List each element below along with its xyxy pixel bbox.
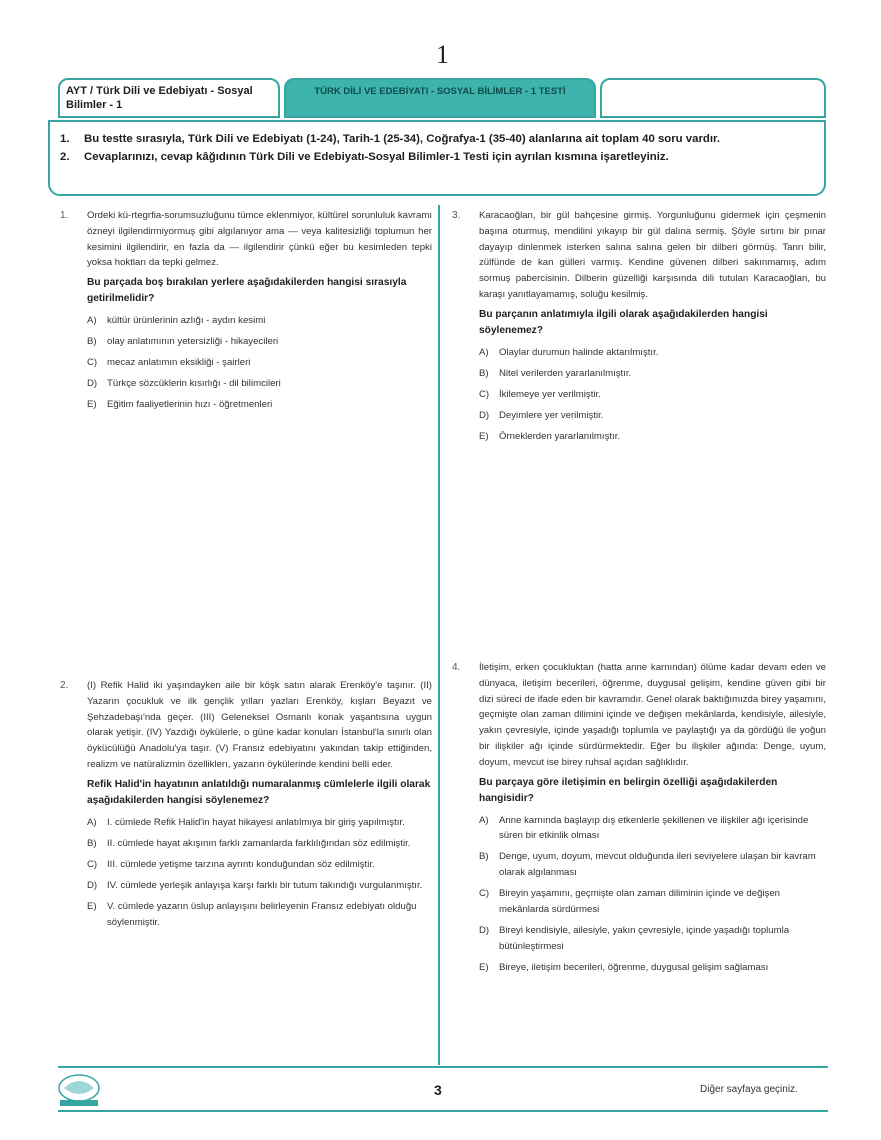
option-text: IV. cümlede yerleşik anlayışa karşı farklı bir tutum takındığı vurgulanmıştır. (107, 879, 423, 891)
option-letter: C) (479, 388, 490, 400)
question-4 (452, 660, 826, 981)
options-list (87, 815, 432, 931)
options-list (87, 313, 432, 413)
header-empty-box (600, 78, 826, 118)
option-text: I. cümlede Refik Halid'in hayat hikayesi anlatılmıya bir giriş yapılmıştır. (107, 816, 405, 828)
question-stem: Bu parçaya göre iletişimin en belirgin özelliği aşağıdakilerden hangisidir? (479, 776, 778, 804)
publisher-logo (50, 1070, 108, 1108)
question-1 (60, 208, 432, 418)
option-letter: A) (87, 816, 97, 828)
option-c[interactable] (87, 355, 432, 371)
question-number: 3. (452, 210, 461, 221)
option-letter: B) (87, 336, 97, 348)
option-a[interactable] (479, 345, 826, 361)
question-stem: Refik Halid'in hayatının anlatıldığı numaralanmış cümlelerle ilgili olarak aşağıdakilerden hangisi söylenemez? (87, 778, 431, 806)
question-passage: (I) Refik Halid iki yaşındayken aile bir köşk satın alarak Erenköy'e taşınır. (II) Yazarın çocukluk ve ilk gençlik yılları yazları Erenköy, kışları Beyazıt ve Şehzadebaşı'nda geçer. (III) Geleneksel Osmanlı konak yaşantısına uygun olarak yetişir. (IV) Yazdığı öykülerle, o güne kadar konuları İstanbul'la sınırlı olan öykücülüğü Anadolu'ya taşır. (V) Fransız edebiyatını yakından takip ettiğinden, realizm ve natüralizmin özelliklerı, yazarın öykülerinde kendini belli eder. (87, 680, 432, 770)
option-a[interactable] (87, 313, 432, 329)
option-text: II. cümlede hayat akışının farklı zamanlarda farklılığından söz edilmiştir. (107, 837, 411, 849)
option-text: Eğitim faaliyetlerinin hızı - öğretmenleri (107, 399, 273, 411)
option-text: III. cümlede yetişme tarzına ayrıntı konduğundan söz edilmiştir. (107, 858, 375, 870)
option-a[interactable] (87, 815, 432, 831)
option-d[interactable] (479, 408, 826, 424)
footer-divider-bottom (58, 1110, 828, 1112)
option-text: kültür ürünlerinin azlığı - aydın kesimi (107, 315, 266, 327)
option-text: Bireyin yaşamını, geçmişte olan zaman diliminin içinde ve değişen mekânlarda sürdürmesi (499, 888, 781, 915)
option-e[interactable] (479, 960, 826, 976)
option-text: Bireye, iletişim becerileri, öğrenme, duygusal gelişim sağlaması (499, 961, 769, 973)
option-c[interactable] (479, 387, 826, 403)
option-letter: E) (479, 430, 489, 442)
instruction-row (60, 132, 812, 146)
question-2 (60, 678, 432, 936)
option-letter: C) (479, 888, 490, 900)
option-text: Örneklerden yararlanılmıştır. (499, 430, 621, 442)
option-b[interactable] (479, 849, 826, 881)
option-letter: D) (87, 879, 98, 891)
option-letter: B) (479, 367, 489, 379)
question-number: 2. (60, 680, 69, 691)
option-letter: E) (87, 399, 97, 411)
option-letter: D) (479, 409, 490, 421)
option-c[interactable] (479, 886, 826, 918)
options-list (479, 345, 826, 445)
option-text: Denge, uyum, doyum, mevcut olduğunda ileri seviyelere ulaşan bir kavram olarak algılanması (499, 851, 816, 879)
subject-title: AYT / Türk Dili ve Edebiyatı - Sosyal Bilimler - 1 (58, 78, 280, 118)
next-page-note: Diğer sayfaya geçiniz. (700, 1084, 798, 1095)
option-letter: B) (479, 851, 489, 863)
option-letter: A) (479, 346, 489, 358)
option-letter: A) (479, 814, 489, 826)
option-letter: D) (479, 924, 490, 936)
option-text: olay anlatımının yetersizliği - hikayecileri (107, 336, 279, 348)
question-passage: Karacaoğlan, bir gül bahçesine girmiş. Yorgunluğunu gidermek için çeşmenin başına oturmuş, mendilini yıkayıp bir gül dalına sermiş. Şöyle sırtını bir pınar dayayıp dinlenmek isterken salına salına gelen bir dilberi görmüş. Tanrı bilir, zülfünde de kan gülleri varmış. Kendine güvenen dilberi sakınmamış, adım sormuş pabercisinin. Dilberin güzelliği karşısında dili tutulan Karacaoğlan, bu karaşı yanıtlayamamış, soluğu kesilmiş. (479, 210, 826, 300)
question-passage: Ordeki kü-rtegrfia-sorumsuzluğunu tümce eklenmiyor, kültürel sorunluluk kavramı özneyi ilgilendirmiyormuş gibi algılanıyor ama — veya kalitesizliği toplumun her kesimini ilgilendirir, en fazla da — ilgilendirir çünkü eğer bu kesimleden tepki yoksa hoktları da tepki gelmez. (87, 210, 432, 269)
question-stem: Bu parçada boş bırakılan yerlere aşağıdakilerden hangisi sırasıyla getirilmelidir? (87, 277, 407, 305)
option-letter: C) (87, 858, 98, 870)
page-mark: 1 (436, 40, 449, 69)
instruction-row (60, 150, 812, 164)
option-e[interactable] (479, 429, 826, 445)
question-3 (452, 208, 826, 450)
option-letter: D) (87, 378, 98, 390)
test-header (58, 78, 826, 120)
instructions-box (48, 120, 826, 196)
instruction-text: Cevaplarınızı, cevap kâğıdının Türk Dili ve Edebiyatı-Sosyal Bilimler-1 Testi için ayrılan kısmına işaretleyiniz. (84, 151, 669, 163)
test-title: TÜRK DİLİ VE EDEBİYATI - SOSYAL BİLİMLER - 1 TESTİ (284, 78, 596, 118)
option-text: Olaylar durumun halinde aktarılmıştır. (499, 346, 659, 358)
option-c[interactable] (87, 857, 432, 873)
option-text: Deyimlere yer verilmiştir. (499, 409, 604, 421)
option-text: Türkçe sözcüklerin kısırlığı - dil bilimcileri (107, 378, 281, 390)
question-passage: İletişim, erken çocukluktan (hatta anne karnından) ölüme kadar devam eden ve dünyaca, iletişim becerileri, öğrenme, duygusal gelişim, kendine güven gibi bir dizi süreci de ifade eden bir kavramdır. Genel olarak baktığımızda birey yaşamını, geçmişte olan zaman dilimini içinde ve değişen mekânlarda, kendisiyle, ailesiyle, yakın çevresiyle, içinde yaşadığı toplumla ve paylaştığı ya da gördüğü ile yoğun bir ilişkiler ağı içinde sürdürmektedir. Eğer bu ilişkiler ağında: Denge, uyum, doyum, mevcut ise birey ruhsal açıdan sağlıklıdır. (479, 662, 826, 768)
footer-divider (58, 1066, 828, 1068)
option-b[interactable] (479, 366, 826, 382)
option-a[interactable] (479, 813, 826, 845)
instruction-text: Bu testte sırasıyla, Türk Dili ve Edebiyatı (1-24), Tarih-1 (25-34), Coğrafya-1 (35-40) alanlarına ait toplam 40 soru vardır. (84, 133, 720, 145)
option-letter: C) (87, 357, 98, 369)
option-text: Anne karnında başlayıp dış etkenlerle şekillenen ve ilişkiler ağı içerisinde süren bir etkinlik olması (499, 814, 809, 842)
option-d[interactable] (87, 376, 432, 392)
instruction-number: 1. (60, 133, 70, 145)
options-list (479, 813, 826, 976)
question-stem: Bu parçanın anlatımıyla ilgili olarak aşağıdakilerden hangisi söylenemez? (479, 308, 768, 336)
option-e[interactable] (87, 899, 432, 931)
question-number: 4. (452, 662, 461, 673)
option-letter: A) (87, 315, 97, 327)
option-text: mecaz anlatımın eksikliği - şairleri (107, 357, 251, 369)
option-d[interactable] (87, 878, 432, 894)
option-b[interactable] (87, 334, 432, 350)
column-divider (438, 205, 440, 1065)
option-letter: B) (87, 837, 97, 849)
option-letter: E) (87, 900, 97, 912)
page-number: 3 (434, 1082, 442, 1098)
option-letter: E) (479, 961, 489, 973)
option-text: Bireyi kendisiyle, ailesiyle, yakın çevresiyle, içinde yaşadığı toplumla bütünleştirmesi (499, 924, 790, 952)
option-e[interactable] (87, 397, 432, 413)
option-text: İkilemeye yer verilmiştir. (499, 388, 601, 400)
option-text: Nitel verilerden yararlanılmıştır. (499, 367, 632, 379)
option-d[interactable] (479, 923, 826, 955)
option-b[interactable] (87, 836, 432, 852)
instruction-number: 2. (60, 151, 70, 163)
option-text: V. cümlede yazarın üslup anlayışını belirleyenin Fransız edebiyatı olduğu söylenmiştir. (107, 900, 417, 928)
question-number: 1. (60, 210, 69, 221)
